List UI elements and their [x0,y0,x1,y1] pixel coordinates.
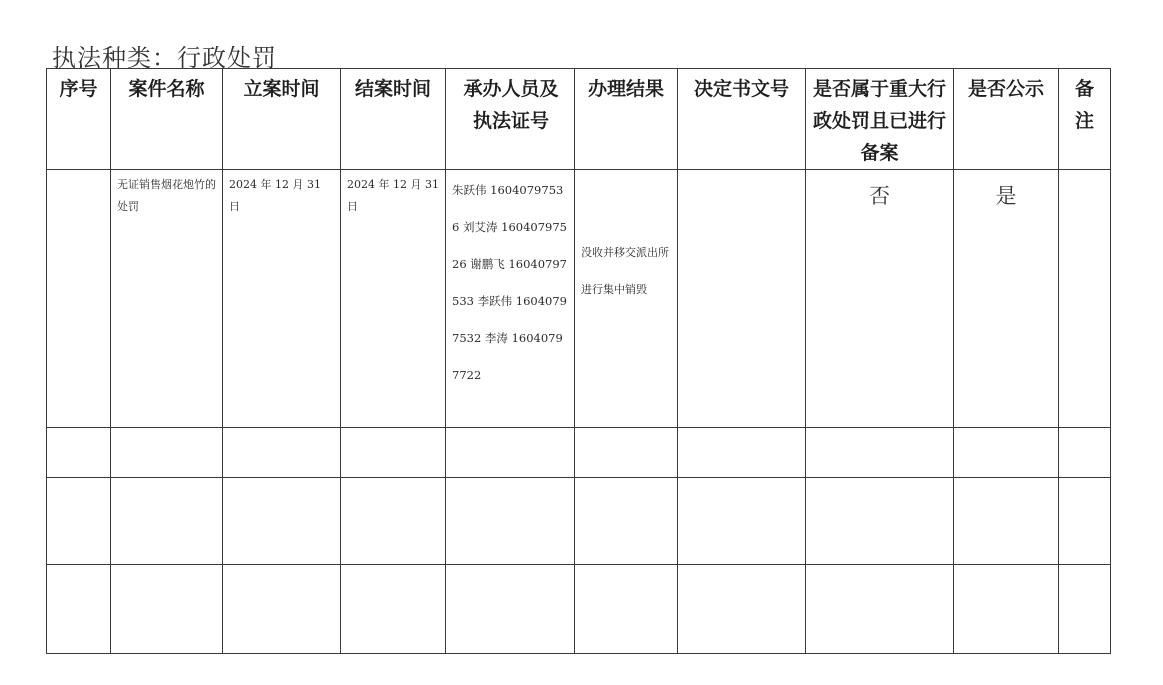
table-header-row [47,69,1111,170]
case-name-text: 无证销售烟花炮竹的处罚 [117,178,216,213]
case-table [46,68,1111,654]
header-major-filed: 是否属于重大行政处罚且已进行备案 [806,69,954,170]
table-row-empty [47,565,1111,654]
header-case-name: 案件名称 [111,69,223,170]
major-filed-value: 否 [869,184,890,208]
header-remarks: 备注 [1059,69,1111,170]
closing-time-text: 2024 年 12 月 31 日 [347,178,439,213]
header-result: 办理结果 [575,69,678,170]
table-row-empty [47,428,1111,478]
handlers-text: 朱跃伟 16040797536 刘艾涛 16040797526 谢鹏飞 16040797533 李跃伟 16040797532 李涛 16040797722 [452,183,567,382]
header-public: 是否公示 [954,69,1059,170]
cell-major-filed [806,170,954,428]
filing-time-text: 2024 年 12 月 31 日 [229,178,321,213]
public-value: 是 [995,184,1017,208]
cell-result [575,170,678,428]
header-decision-no: 决定书文号 [678,69,806,170]
cell-handlers [446,170,575,428]
cell-closing-time [341,170,446,428]
cell-remarks [1059,170,1111,428]
cell-case-name [111,170,223,428]
header-filing-time: 立案时间 [223,69,341,170]
header-seq: 序号 [47,69,111,170]
table-row [47,170,1111,428]
cell-public [954,170,1059,428]
table-row-empty [47,478,1111,565]
cell-seq [47,170,111,428]
cell-filing-time [223,170,341,428]
enforcement-type-heading: 执法种类：行政处罚 [52,44,277,72]
header-closing-time: 结案时间 [341,69,446,170]
cell-decision-no [678,170,806,428]
result-text: 没收并移交派出所进行集中销毁 [581,246,669,296]
header-handlers: 承办人员及执法证号 [446,69,575,170]
